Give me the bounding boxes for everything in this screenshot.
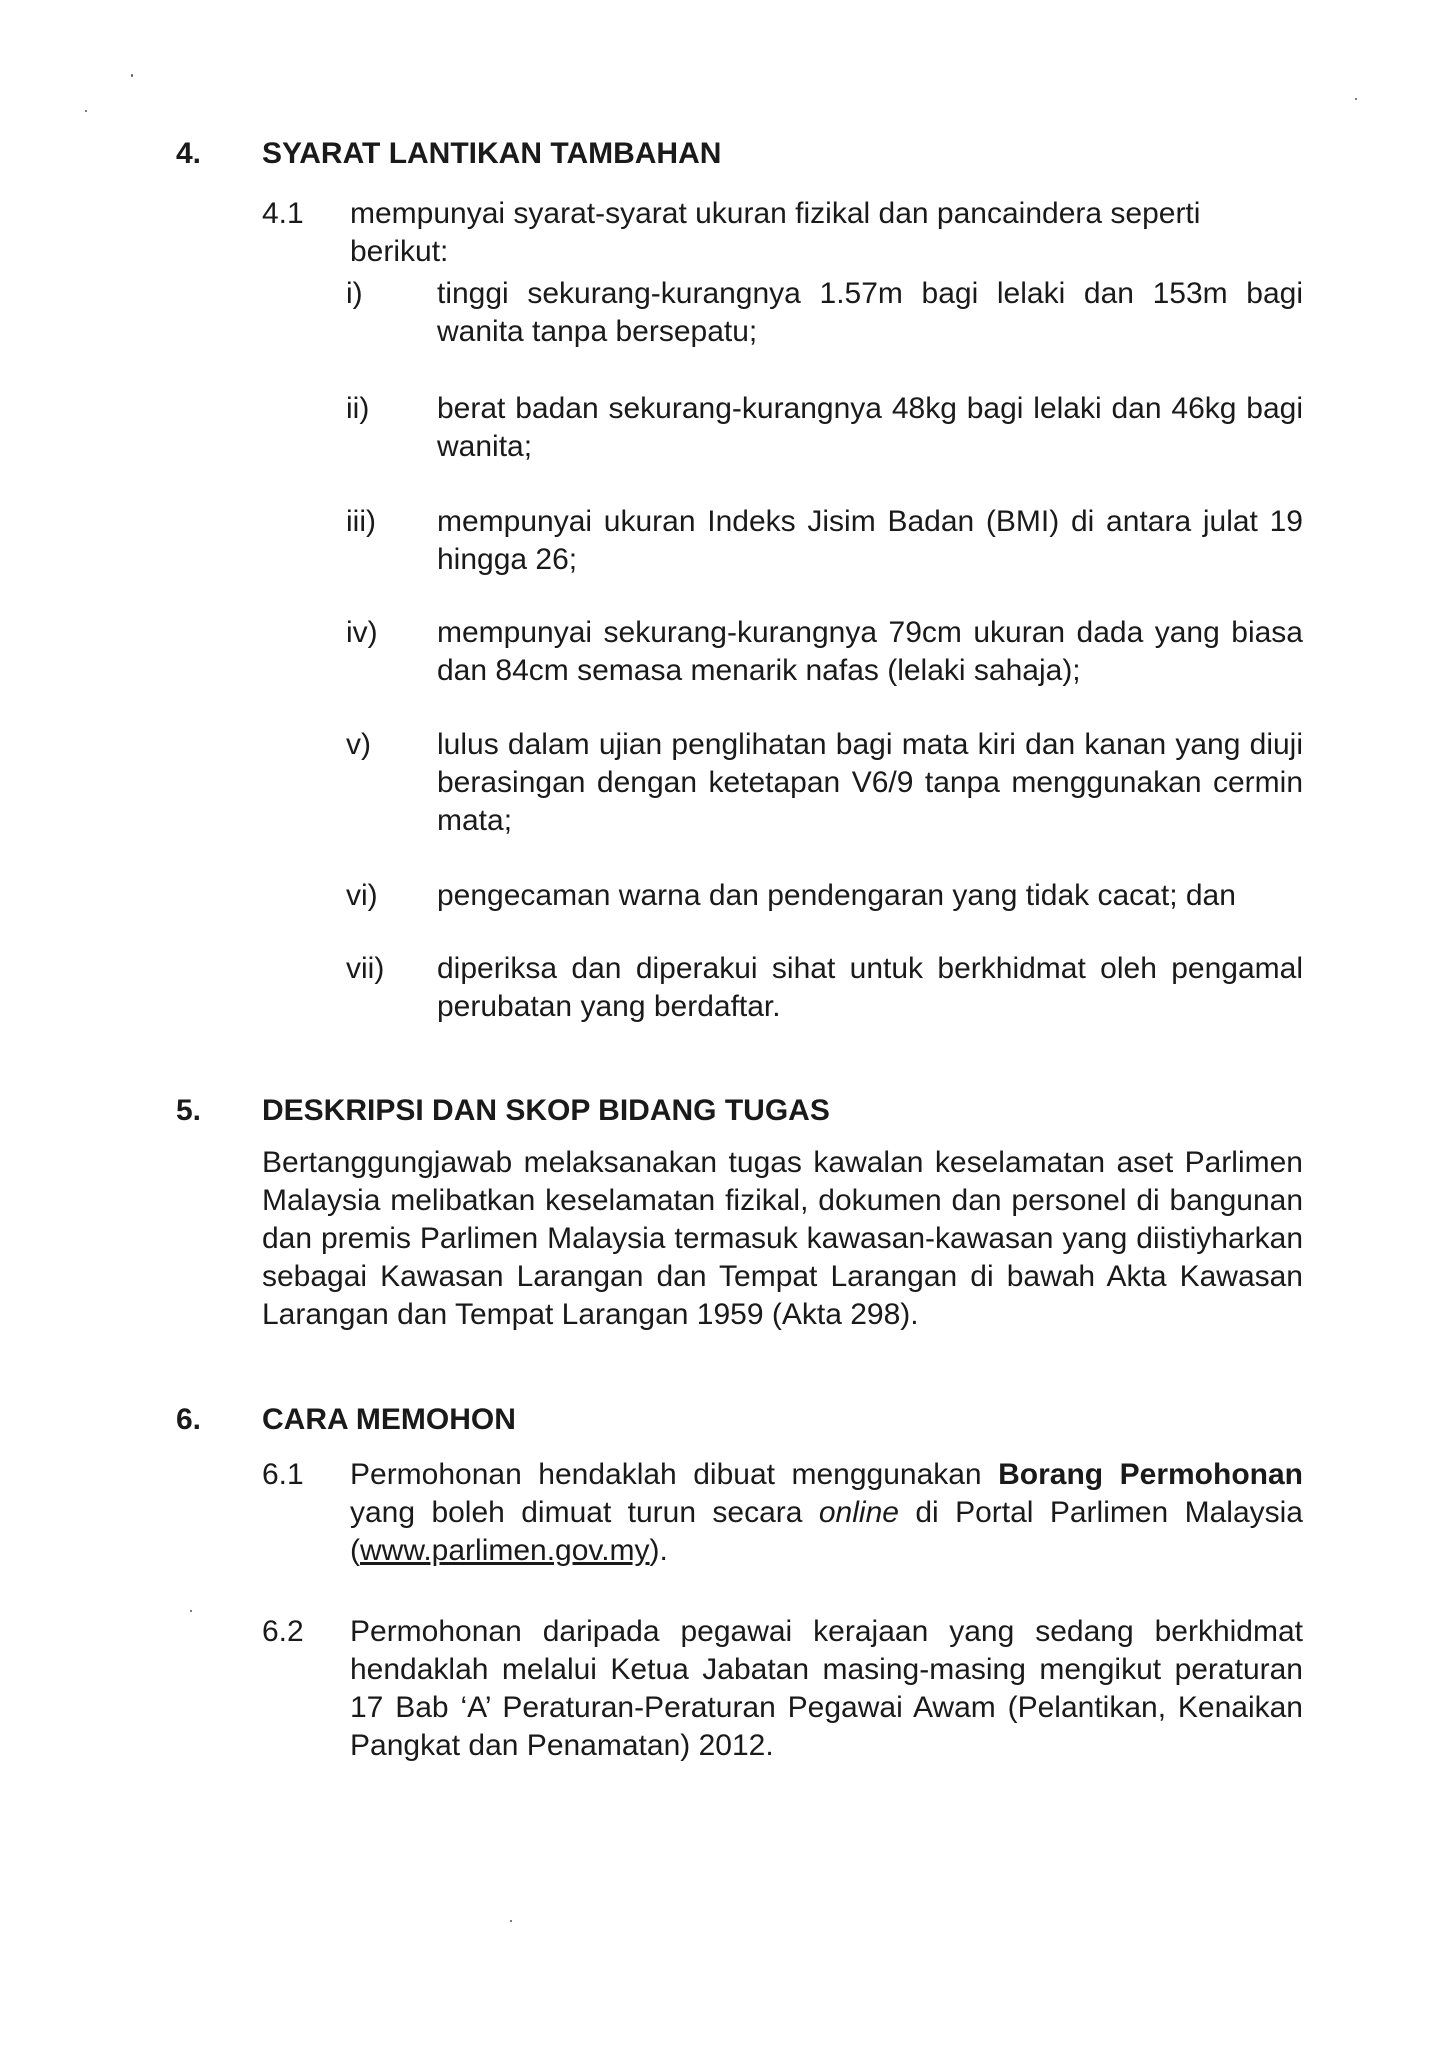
section-6-title: CARA MEMOHON <box>262 1403 516 1436</box>
section-5-number: 5. <box>176 1094 202 1127</box>
list-item-text: mempunyai sekurang-kurangnya 79cm ukuran dada yang biasa dan 84cm semasa menarik nafas (lelaki sahaja); <box>437 616 1303 687</box>
list-item-text: pengecaman warna dan pendengaran yang tidak cacat; dan <box>437 879 1236 912</box>
list-item-text: tinggi sekurang-kurangnya 1.57m bagi lelaki dan 153m bagi wanita tanpa bersepatu; <box>437 277 1303 348</box>
portal-link[interactable]: www.parlimen.gov.my <box>360 1534 650 1567</box>
item-6-2-text: Permohonan daripada pegawai kerajaan yang sedang berkhidmat hendaklah melalui Ketua Jabatan masing-masing mengikut peraturan 17 Bab ‘A’ Peraturan-Peraturan Pegawai Awam (Pelantikan, Kenaikan Pangkat dan Penamatan) 2012. <box>350 1615 1303 1762</box>
scan-speck <box>190 1610 192 1612</box>
list-item-label: vii) <box>346 952 385 985</box>
list-item-text: berat badan sekurang-kurangnya 48kg bagi lelaki dan 46kg bagi wanita; <box>437 392 1303 463</box>
list-item-label: vi) <box>346 879 378 912</box>
list-item-label: iv) <box>346 616 378 649</box>
application-form-name: Borang Permohonan <box>998 1458 1303 1491</box>
list-item-text: mempunyai ukuran Indeks Jisim Badan (BMI) di antara julat 19 hingga 26; <box>437 505 1303 576</box>
section-6-number: 6. <box>176 1403 202 1436</box>
list-item-text: lulus dalam ujian penglihatan bagi mata kiri dan kanan yang diuji berasingan dengan ketetapan V6/9 tanpa menggunakan cermin mata; <box>437 728 1303 837</box>
scan-speck <box>85 110 87 112</box>
section-5-body: Bertanggungjawab melaksanakan tugas kawalan keselamatan aset Parlimen Malaysia melibatkan keselamatan fizikal, dokumen dan personel di bangunan dan premis Parlimen Malaysia termasuk kawasan-kawasan yang diistiyharkan sebagai Kawasan Larangan dan Tempat Larangan di bawah Akta Kawasan Larangan dan Tempat Larangan 1959 (Akta 298). <box>262 1146 1303 1331</box>
scan-speck <box>510 1920 512 1922</box>
item-6-2-number: 6.2 <box>262 1615 304 1648</box>
item-6-1-number: 6.1 <box>262 1458 304 1491</box>
list-item-label: ii) <box>346 392 370 425</box>
list-item-label: v) <box>346 728 371 761</box>
subsection-4-1-number: 4.1 <box>262 197 304 230</box>
section-4-number: 4. <box>176 137 202 170</box>
item-6-1-text: Permohonan hendaklah dibuat menggunakan Borang Permohonan yang boleh dimuat turun secara online di Portal Parlimen Malaysia (www.parlimen.gov.my). <box>350 1458 1303 1567</box>
section-4-title: SYARAT LANTIKAN TAMBAHAN <box>262 137 722 170</box>
section-5-title: DESKRIPSI DAN SKOP BIDANG TUGAS <box>262 1094 830 1127</box>
list-item-label: iii) <box>346 505 376 538</box>
list-item-label: i) <box>346 277 363 310</box>
scan-speck <box>1355 98 1357 100</box>
list-item-text: diperiksa dan diperakui sihat untuk berkhidmat oleh pengamal perubatan yang berdaftar. <box>437 952 1303 1023</box>
scan-speck <box>131 74 133 77</box>
subsection-4-1-text: mempunyai syarat-syarat ukuran fizikal dan pancaindera seperti berikut: <box>350 197 1201 268</box>
